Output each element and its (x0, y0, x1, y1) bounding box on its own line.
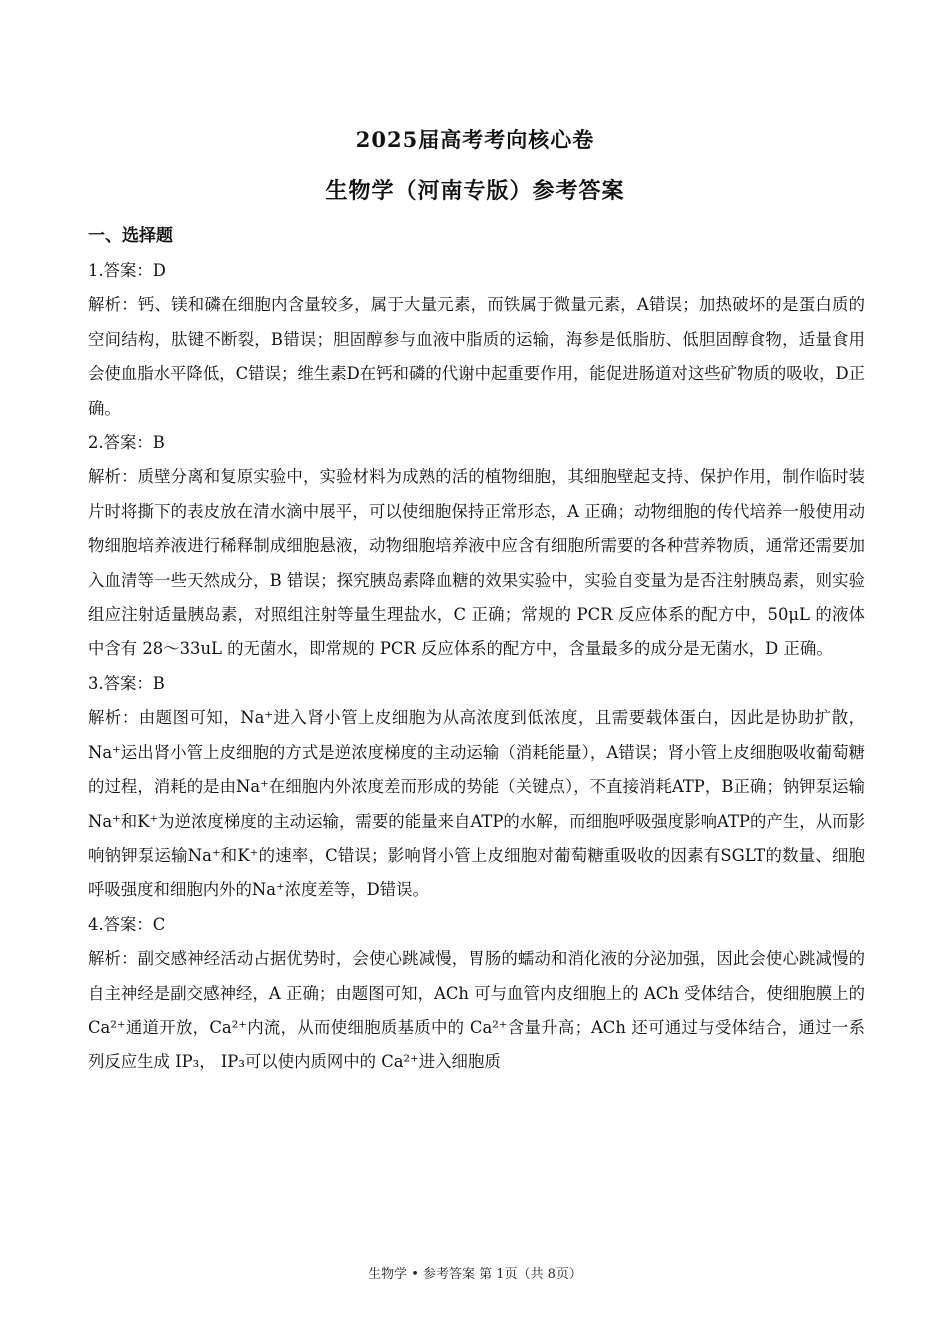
question-3-analysis: 解析：由题图可知，Na⁺进入肾小管上皮细胞为从高浓度到低浓度，且需要载体蛋白，因此是协助扩散，Na⁺运出肾小管上皮细胞的方式是逆浓度梯度的主动运输（消耗能量），A错误；肾小管上皮细胞吸收葡萄糖的过程，消耗的是由Na⁺在细胞内外浓度差而形成的势能（关键点），不直接消耗ATP，B正确；钠钾泵运输Na⁺和K⁺为逆浓度梯度的主动运输，需要的能量来自ATP的水解，而细胞呼吸强度影响ATP的产生，从而影响钠钾泵运输Na⁺和K⁺的速率，C错误；影响肾小管上皮细胞对葡萄糖重吸收的因素有SGLT的数量、细胞呼吸强度和细胞内外的Na⁺浓度差等，D错误。 (88, 708, 865, 900)
page-footer: 生物学 • 参考答案 第 1页（共 8页） (368, 1267, 582, 1282)
answer-list (88, 254, 865, 1080)
question-1-analysis: 解析：钙、镁和磷在细胞内含量较多，属于大量元素，而铁属于微量元素，A错误；加热破坏的是蛋白质的空间结构，肽键不断裂，B错误；胆固醇参与血液中脂质的运输，海参是低脂肪、低胆固醇食物，适量食用会使血脂水平降低，C错误；维生素D在钙和磷的代谢中起重要作用，能促进肠道对这些矿物质的吸收，D正确。 (88, 295, 865, 418)
document-subtitle: 生物学（河南专版）参考答案 (325, 178, 625, 204)
question-2-analysis: 解析：质壁分离和复原实验中，实验材料为成熟的活的植物细胞，其细胞壁起支持、保护作用，制作临时装片时将撕下的表皮放在清水滴中展平，可以使细胞保持正常形态，A 正确；动物细胞的传代培养一般使用动物细胞培养液进行稀释制成细胞悬液，动物细胞培养液中应含有细胞所需要的各种营养物质，通常还需要加入血清等一些天然成分，B 错误；探究胰岛素降血糖的效果实验中，实验自变量为是否注射胰岛素，则实验组应注射适量胰岛素，对照组注射等量生理盐水，C 正确；常规的 PCR 反应体系的配方中，50μL 的液体中含有 28～33uL 的无菌水，即常规的 PCR 反应体系的配方中，含量最多的成分是无菌水，D 正确。 (88, 467, 865, 659)
question-2-answer: 2.答案：B (88, 433, 165, 453)
section-heading: 一、选择题 (88, 226, 173, 246)
question-1-answer: 1.答案：D (88, 261, 166, 280)
question-3-answer: 3.答案：B (88, 673, 165, 693)
question-4-analysis: 解析：副交感神经活动占据优势时，会使心跳减慢，胃肠的蠕动和消化液的分泌加强，因此会使心跳减慢的自主神经是副交感神经，A 正确；由题图可知，ACh 可与血管内皮细胞上的 ACh 受体结合，使细胞膜上的 Ca²⁺通道开放，Ca²⁺内流，从而使细胞质基质中的 Ca²⁺含量升高；ACh 还可通过与受体结合，通过一系列反应生成 IP₃， IP₃可以使内质网中的 Ca²⁺进入细胞质 (88, 949, 865, 1072)
question-4-answer: 4.答案：C (88, 914, 166, 934)
document-title: 2025届高考考向核心卷 (355, 127, 595, 152)
